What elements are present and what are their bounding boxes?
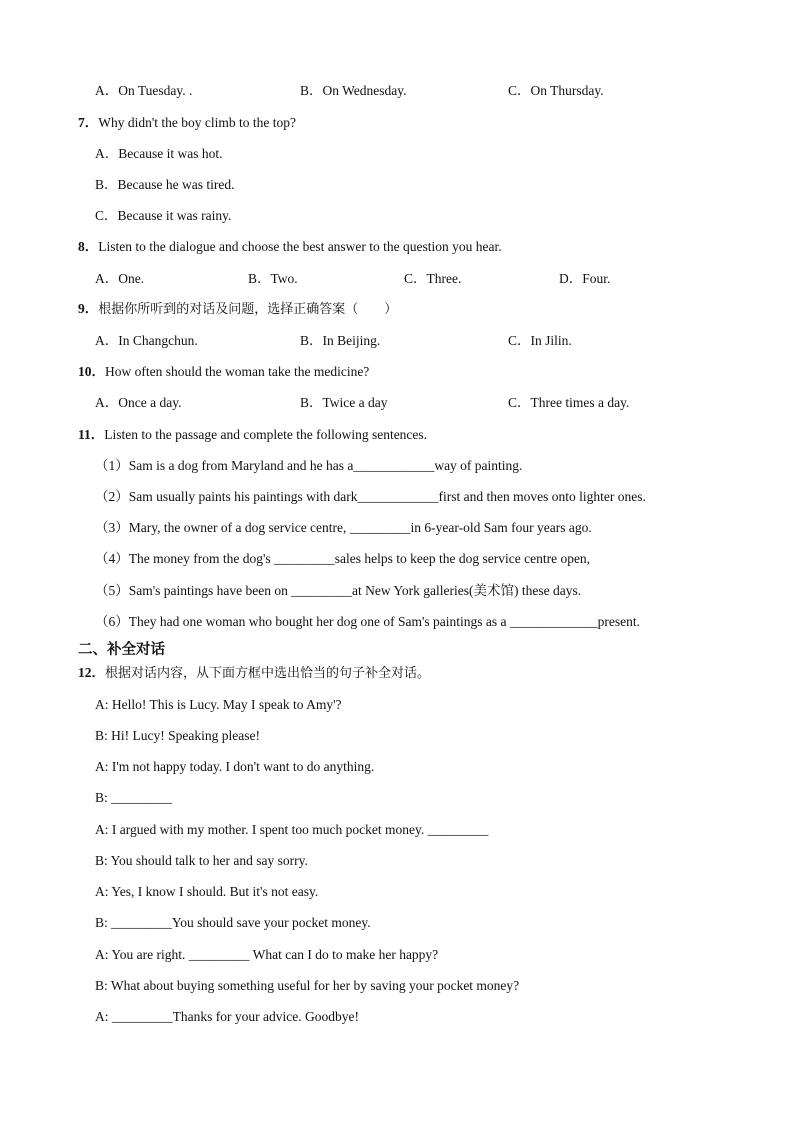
q11-item-4: （4）The money from the dog's _________sales helps to keep the dog service centre open, — [95, 551, 591, 566]
dialogue-line-6: B: You should talk to her and say sorry. — [95, 853, 308, 868]
question-number: 7． — [78, 115, 99, 130]
question-text: Listen to the passage and complete the following sentences. — [104, 427, 428, 442]
dialogue-line-11: A: _________Thanks for your advice. Goodbye! — [95, 1009, 359, 1024]
dialogue-line-1: A: Hello! This is Lucy. May I speak to Amy'? — [95, 697, 342, 712]
q6-option-c: C．On Thursday. — [508, 83, 604, 98]
dialogue-line-10: B: What about buying something useful for her by saving your pocket money? — [95, 978, 520, 993]
question-8 — [78, 238, 502, 256]
q8-option-c: C．Three. — [404, 271, 462, 286]
question-11 — [78, 426, 427, 444]
q10-option-a: A．Once a day. — [95, 395, 182, 410]
question-number: 12． — [78, 665, 105, 680]
q8-option-d: D．Four. — [559, 271, 611, 286]
q11-item-2: （2）Sam usually paints his paintings with dark____________first and then moves onto lighter ones. — [95, 489, 646, 504]
q6-option-a: A．On Tuesday. . — [95, 83, 193, 98]
question-number: 8． — [78, 239, 99, 254]
q9-option-c: C．In Jilin. — [508, 333, 572, 348]
question-9 — [78, 300, 397, 319]
question-text: Why didn't the boy climb to the top? — [98, 115, 297, 130]
dialogue-line-4: B: _________ — [95, 790, 172, 805]
q10-option-c: C．Three times a day. — [508, 395, 630, 410]
q11-item-1: （1）Sam is a dog from Maryland and he has a____________way of painting. — [95, 458, 523, 473]
dialogue-line-7: A: Yes, I know I should. But it's not easy. — [95, 884, 319, 899]
q11-item-3: （3）Mary, the owner of a dog service centre, _________in 6-year-old Sam four years ago. — [95, 520, 592, 535]
question-10 — [78, 363, 369, 381]
question-text: How often should the woman take the medicine? — [105, 364, 370, 379]
dialogue-line-3: A: I'm not happy today. I don't want to do anything. — [95, 759, 375, 774]
dialogue-line-5: A: I argued with my mother. I spent too much pocket money. _________ — [95, 822, 489, 837]
q9-option-b: B．In Beijing. — [300, 333, 381, 348]
q8-option-a: A．One. — [95, 271, 145, 286]
q11-item-6: （6）They had one woman who bought her dog one of Sam's paintings as a _____________present. — [95, 614, 640, 629]
q6-option-b: B．On Wednesday. — [300, 83, 407, 98]
q7-option-b: B．Because he was tired. — [95, 177, 235, 192]
q9-option-a: A．In Changchun. — [95, 333, 198, 348]
dialogue-line-8: B: _________You should save your pocket money. — [95, 915, 371, 930]
q10-option-b: B．Twice a day — [300, 395, 388, 410]
q7-option-a: A．Because it was hot. — [95, 146, 223, 161]
question-number: 9． — [78, 301, 99, 316]
question-text: 根据你所听到的对话及问题，选择正确答案（ ） — [98, 302, 398, 317]
q7-option-c: C．Because it was rainy. — [95, 208, 232, 223]
question-number: 11． — [78, 427, 105, 442]
question-text: Listen to the dialogue and choose the best answer to the question you hear. — [98, 239, 502, 254]
section-title: 二、补全对话 — [78, 642, 165, 658]
dialogue-line-2: B: Hi! Lucy! Speaking please! — [95, 728, 260, 743]
q11-item-5: （5）Sam's paintings have been on _________at New York galleries(美术馆) these days. — [95, 583, 582, 598]
dialogue-line-9: A: You are right. _________ What can I do to make her happy? — [95, 947, 439, 962]
question-text: 根据对话内容，从下面方框中选出恰当的句子补全对话。 — [105, 666, 431, 681]
question-number: 10． — [78, 364, 105, 379]
question-7 — [78, 114, 296, 132]
question-12 — [78, 664, 430, 683]
q8-option-b: B．Two. — [248, 271, 298, 286]
